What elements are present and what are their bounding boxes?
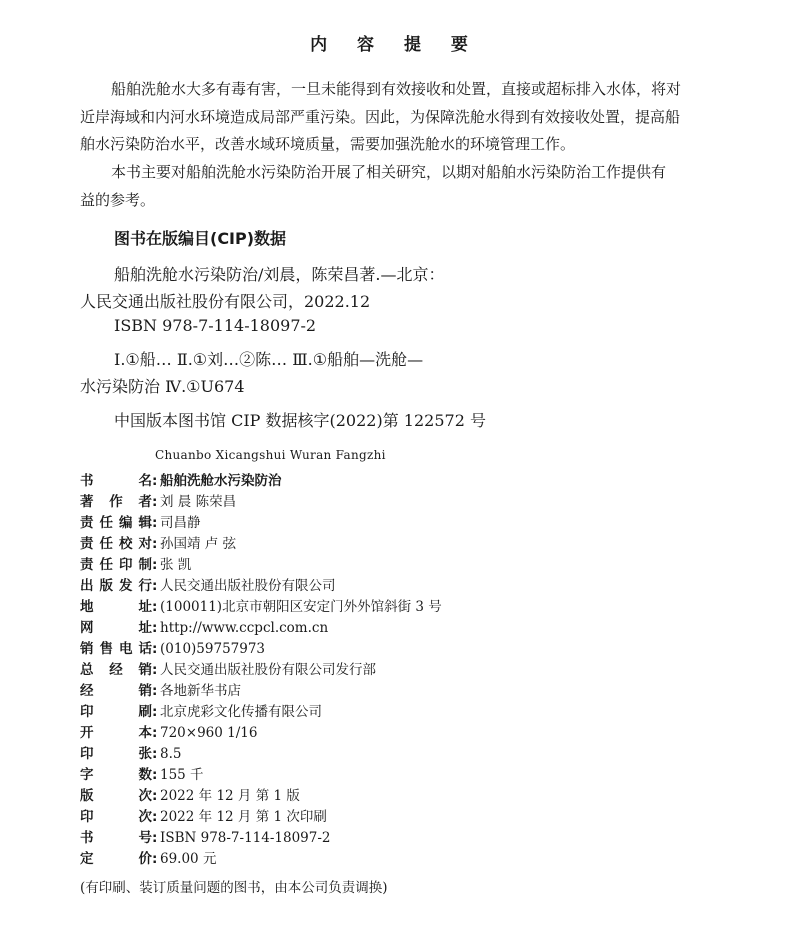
quality-note: (有印刷、装订质量问题的图书，由本公司负责调换) [80, 880, 388, 896]
cip-line: 船舶洗舱水污染防治/刘晨，陈荣昌著.—北京： [114, 265, 445, 284]
cip-line: 水污染防治 Ⅳ.①U674 [80, 377, 245, 396]
info-value: 人民交通出版社股份有限公司 [160, 578, 336, 594]
summary-paragraph-line: 船舶洗舱水大多有毒有害，一旦未能得到有效接收和处置，直接或超标排入水体，将对 [111, 80, 682, 98]
info-value: http://www.ccpcl.com.cn [160, 620, 329, 636]
info-value: (100011)北京市朝阳区安定门外外馆斜街 3 号 [160, 599, 442, 615]
info-value: 8.5 [160, 746, 182, 762]
info-row-website: 网址: http://www.ccpcl.com.cn [80, 616, 442, 637]
info-row-printer: 印刷: 北京虎彩文化传播有限公司 [80, 700, 442, 721]
pinyin-title: Chuanbo Xicangshui Wuran Fangzhi [155, 448, 386, 462]
info-label: 书号 [80, 830, 152, 846]
info-value: 69.00 元 [160, 851, 217, 867]
info-row-title: 书名: 船舶洗舱水污染防治 [80, 469, 442, 490]
info-label: 经销 [80, 683, 152, 699]
info-label: 开本 [80, 725, 152, 741]
cip-line: 人民交通出版社股份有限公司，2022.12 [80, 292, 371, 311]
info-row-proofreader: 责任校对: 孙国靖 卢 弦 [80, 532, 442, 553]
info-row-distributor: 经销: 各地新华书店 [80, 679, 442, 700]
info-label: 版次 [80, 788, 152, 804]
info-value: 刘 晨 陈荣昌 [160, 494, 237, 510]
summary-paragraph-line: 舶水污染防治水平，改善水域环境质量，需要加强洗舱水的环境管理工作。 [80, 135, 576, 153]
info-value: 各地新华书店 [160, 683, 241, 699]
info-label: 销售电话 [80, 641, 152, 657]
info-value: ISBN 978-7-114-18097-2 [160, 830, 331, 846]
info-label: 著作者 [80, 494, 152, 510]
info-row-isbn: 书号: ISBN 978-7-114-18097-2 [80, 826, 442, 847]
summary-paragraph-line: 本书主要对船舶洗舱水污染防治开展了相关研究，以期对船舶水污染防治工作提供有 [111, 163, 667, 181]
info-label: 责任校对 [80, 536, 152, 552]
info-row-general-distributor: 总经销: 人民交通出版社股份有限公司发行部 [80, 658, 442, 679]
info-value: 2022 年 12 月 第 1 版 [160, 788, 300, 804]
cip-line: Ⅰ.①船… Ⅱ.①刘…②陈… Ⅲ.①船舶—洗舱— [114, 350, 424, 369]
publication-info [80, 469, 442, 868]
info-value: 2022 年 12 月 第 1 次印刷 [160, 809, 327, 825]
info-label: 责任印制 [80, 557, 152, 573]
info-label: 出版发行 [80, 578, 152, 594]
info-row-word-count: 字数: 155 千 [80, 763, 442, 784]
info-label: 印刷 [80, 704, 152, 720]
info-row-sheets: 印张: 8.5 [80, 742, 442, 763]
info-value: 孙国靖 卢 弦 [160, 536, 237, 552]
info-row-editor: 责任编辑: 司昌静 [80, 511, 442, 532]
info-value: 船舶洗舱水污染防治 [160, 473, 282, 489]
info-row-author: 著作者: 刘 晨 陈荣昌 [80, 490, 442, 511]
summary-paragraph-line: 益的参考。 [80, 191, 156, 209]
info-label: 书名 [80, 473, 152, 489]
info-label: 字数 [80, 767, 152, 783]
info-label: 印张 [80, 746, 152, 762]
info-label: 总经销 [80, 662, 152, 678]
summary-paragraph-line: 近岸海域和内河水环境造成局部严重污染。因此，为保障洗舱水得到有效接收处置，提高船 [80, 108, 681, 126]
info-label: 印次 [80, 809, 152, 825]
info-label: 网址 [80, 620, 152, 636]
cip-line: ISBN 978-7-114-18097-2 [114, 316, 317, 335]
cip-line: 中国版本图书馆 CIP 数据核字(2022)第 122572 号 [114, 411, 486, 430]
info-row-edition: 版次: 2022 年 12 月 第 1 版 [80, 784, 442, 805]
info-label: 地址 [80, 599, 152, 615]
info-row-address: 地址: (100011)北京市朝阳区安定门外外馆斜街 3 号 [80, 595, 442, 616]
info-value: 司昌静 [160, 515, 201, 531]
cip-heading: 图书在版编目(CIP)数据 [114, 229, 287, 248]
info-row-impression: 印次: 2022 年 12 月 第 1 次印刷 [80, 805, 442, 826]
info-row-printing-supervisor: 责任印制: 张 凯 [80, 553, 442, 574]
info-row-publisher: 出版发行: 人民交通出版社股份有限公司 [80, 574, 442, 595]
info-value: 北京虎彩文化传播有限公司 [160, 704, 322, 720]
info-label: 定价 [80, 851, 152, 867]
info-value: 155 千 [160, 767, 204, 783]
info-label: 责任编辑 [80, 515, 152, 531]
page-title: 内 容 提 要 [310, 35, 480, 55]
info-value: 人民交通出版社股份有限公司发行部 [160, 662, 376, 678]
info-row-format: 开本: 720×960 1/16 [80, 721, 442, 742]
info-row-price: 定价: 69.00 元 [80, 847, 442, 868]
info-value: 张 凯 [160, 557, 192, 573]
info-row-sales-phone: 销售电话: (010)59757973 [80, 637, 442, 658]
info-value: (010)59757973 [160, 641, 266, 657]
info-value: 720×960 1/16 [160, 725, 258, 741]
